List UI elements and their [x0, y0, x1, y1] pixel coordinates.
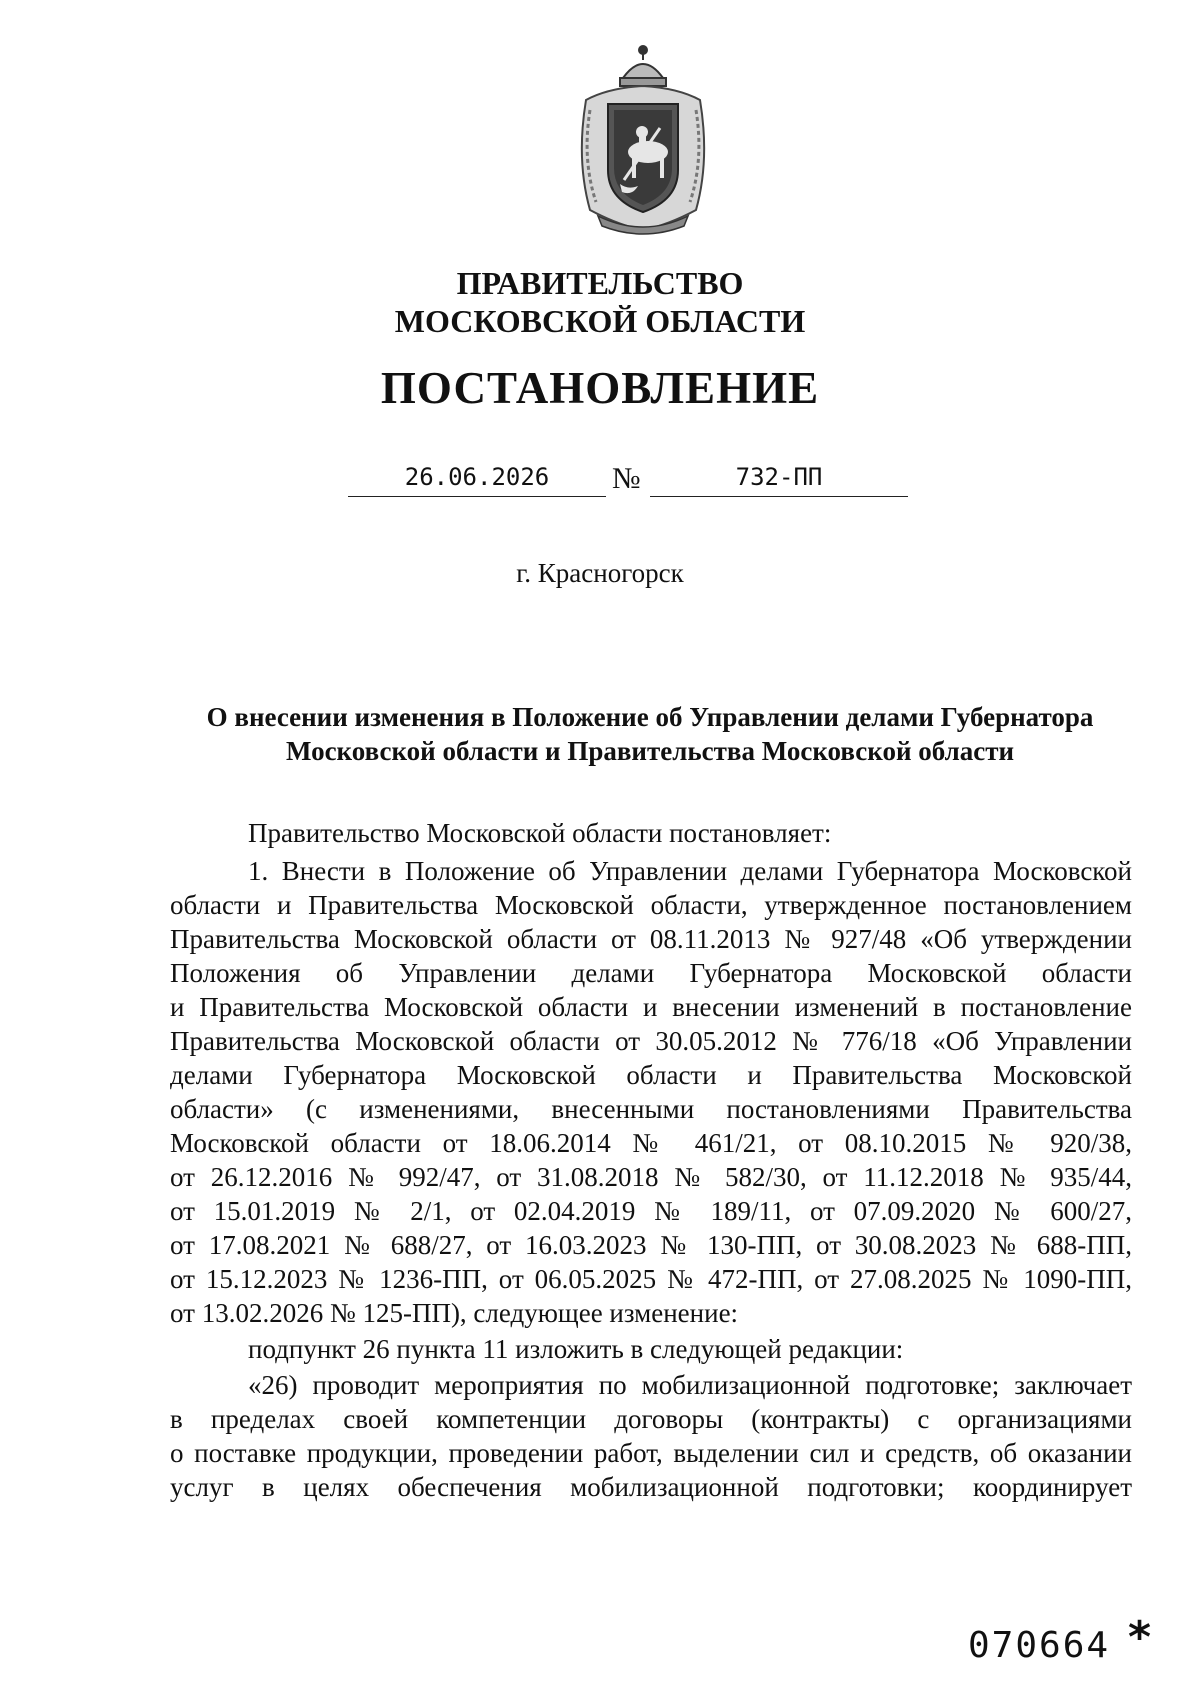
- document-number-field: 732-ПП: [650, 458, 908, 497]
- subject-line: Московской области и Правительства Московской области: [285, 736, 1015, 766]
- serial-number-stamp: 070664: [968, 1625, 1111, 1666]
- issue-city: г. Красногорск: [516, 558, 684, 588]
- number-sign-label: №: [612, 462, 641, 495]
- body-line: Правительства Московской области от 08.11.2013 № 927/48 «Об утверждении: [170, 924, 1132, 954]
- body-line: 1. Внести в Положение об Управлении делами Губернатора Московской: [248, 856, 1132, 886]
- body-line: области» (с изменениями, внесенными постановлениями Правительства: [170, 1094, 1132, 1124]
- subject-line: О внесении изменения в Положение об Управлении делами Губернатора: [206, 702, 1094, 732]
- asterisk-mark: *: [1128, 1612, 1152, 1663]
- body-line: от 17.08.2021 № 688/27, от 16.03.2023 № 130-ПП, от 30.08.2023 № 688-ПП,: [170, 1230, 1132, 1260]
- organization-name-line2: МОСКОВСКОЙ ОБЛАСТИ: [394, 303, 806, 339]
- document-type-title: ПОСТАНОВЛЕНИЕ: [380, 363, 820, 413]
- body-line: Московской области от 18.06.2014 № 461/21, от 08.10.2015 № 920/38,: [170, 1128, 1132, 1158]
- organization-name-line1: ПРАВИТЕЛЬСТВО: [456, 265, 744, 301]
- body-line: и Правительства Московской области и внесении изменений в постановление: [170, 992, 1132, 1022]
- document-subject: [170, 700, 1130, 768]
- body-line: от 15.12.2023 № 1236-ПП, от 06.05.2025 № 472-ПП, от 27.08.2025 № 1090-ПП,: [170, 1264, 1132, 1294]
- body-line: Правительства Московской области от 30.05.2012 № 776/18 «Об Управлении: [170, 1026, 1132, 1056]
- body-line: подпункт 26 пункта 11 изложить в следующей редакции:: [248, 1334, 904, 1364]
- body-line: от 26.12.2016 № 992/47, от 31.08.2018 № 582/30, от 11.12.2018 № 935/44,: [170, 1162, 1132, 1192]
- body-line: о поставке продукции, проведении работ, выделении сил и средств, об оказании: [170, 1438, 1132, 1468]
- body-line: делами Губернатора Московской области и Правительства Московской: [170, 1060, 1132, 1090]
- document-date-field: 26.06.2026: [348, 458, 606, 497]
- body-line: в пределах своей компетенции договоры (контракты) с организациями: [170, 1404, 1132, 1434]
- body-line: Положения об Управлении делами Губернатора Московской области: [170, 958, 1132, 988]
- body-line: области и Правительства Московской области, утвержденное постановлением: [170, 890, 1132, 920]
- body-line: «26) проводит мероприятия по мобилизационной подготовке; заключает: [248, 1370, 1132, 1400]
- body-line: услуг в целях обеспечения мобилизационной подготовки; координирует: [170, 1472, 1132, 1502]
- resolution-intro: Правительство Московской области постановляет:: [248, 818, 832, 848]
- coat-of-arms-icon: [568, 40, 718, 240]
- body-line: от 15.01.2019 № 2/1, от 02.04.2019 № 189/11, от 07.09.2020 № 600/27,: [170, 1196, 1132, 1226]
- body-line: от 13.02.2026 № 125-ПП), следующее изменение:: [170, 1298, 739, 1328]
